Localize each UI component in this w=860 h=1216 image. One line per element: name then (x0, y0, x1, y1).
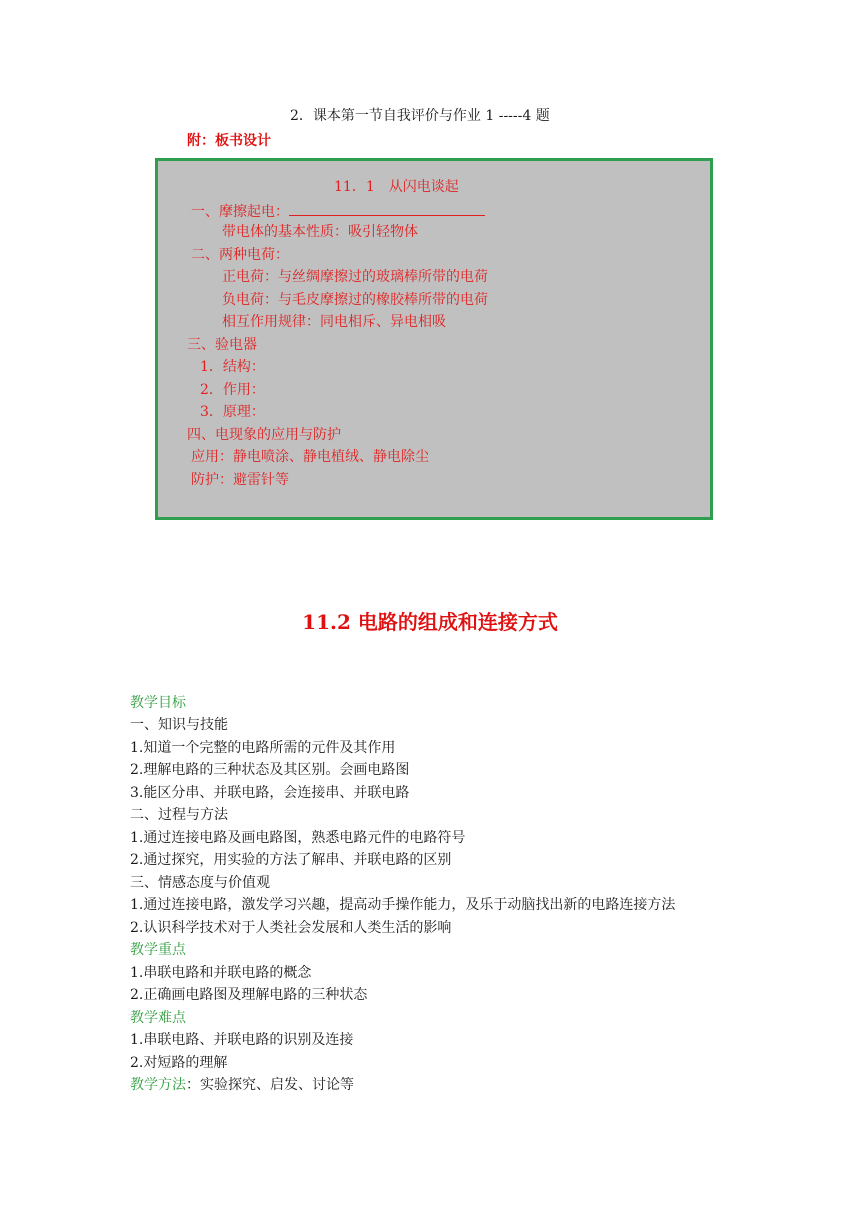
board-line: 正电荷：与丝绸摩擦过的玻璃棒所带的电荷 (222, 269, 488, 285)
board-line: 负电荷：与毛皮摩擦过的橡胶棒所带的电荷 (222, 292, 488, 308)
fill-blank (289, 201, 485, 216)
difficulty-item: 2.对短路的理解 (130, 1055, 228, 1071)
board-line: 四、电现象的应用与防护 (187, 427, 341, 443)
lesson-line: 2.认识科学技术对于人类社会发展和人类生活的影响 (130, 920, 452, 936)
lesson-line: 2.理解电路的三种状态及其区别。会画电路图 (130, 762, 410, 778)
board-line: 防护：避雷针等 (191, 472, 289, 488)
key-points-heading: 教学重点 (130, 942, 186, 958)
board-line: 一、摩擦起电： (191, 201, 485, 221)
board-line: 带电体的基本性质：吸引轻物体 (222, 224, 418, 240)
board-line: 二、两种电荷： (191, 247, 289, 263)
difficulties-heading: 教学难点 (130, 1010, 186, 1026)
lesson-line: 三、情感态度与价值观 (130, 875, 270, 891)
objectives-heading: 教学目标 (130, 695, 186, 711)
lesson-line: 2.通过探究，用实验的方法了解串、并联电路的区别 (130, 852, 452, 868)
lesson-line: 1.知道一个完整的电路所需的元件及其作用 (130, 740, 396, 756)
board-line: 3．原理： (200, 404, 265, 420)
key-point-item: 2.正确画电路图及理解电路的三种状态 (130, 987, 368, 1003)
board-line: 2．作用： (200, 382, 265, 398)
lesson-line: 1.通过连接电路及画电路图，熟悉电路元件的电路符号 (130, 830, 466, 846)
key-point-item: 1.串联电路和并联电路的概念 (130, 965, 312, 981)
lesson-line: 一、知识与技能 (130, 717, 228, 733)
appendix-label: 附：板书设计 (187, 133, 271, 149)
homework-line: 2．课本第一节自我评价与作业 1 -----4 题 (290, 108, 550, 124)
section-title: 11.2 电路的组成和连接方式 (302, 610, 558, 634)
board-line: 1．结构： (200, 359, 265, 375)
methods-line (130, 1076, 354, 1094)
board-line: 三、验电器 (187, 337, 257, 353)
board-line: 应用：静电喷涂、静电植绒、静电除尘 (191, 449, 429, 465)
board-title: 11．1 从闪电谈起 (334, 179, 459, 195)
difficulty-item: 1.串联电路、并联电路的识别及连接 (130, 1032, 354, 1048)
lesson-line: 3.能区分串、并联电路，会连接串、并联电路 (130, 785, 410, 801)
blackboard-design-box (155, 158, 713, 520)
board-line: 相互作用规律：同电相斥、异电相吸 (222, 314, 446, 330)
methods-label: 教学方法 (130, 1077, 186, 1093)
lesson-line: 二、过程与方法 (130, 807, 228, 823)
lesson-line: 1.通过连接电路，激发学习兴趣，提高动手操作能力，及乐于动脑找出新的电路连接方法 (130, 897, 676, 913)
methods-value: ：实验探究、启发、讨论等 (186, 1077, 354, 1093)
